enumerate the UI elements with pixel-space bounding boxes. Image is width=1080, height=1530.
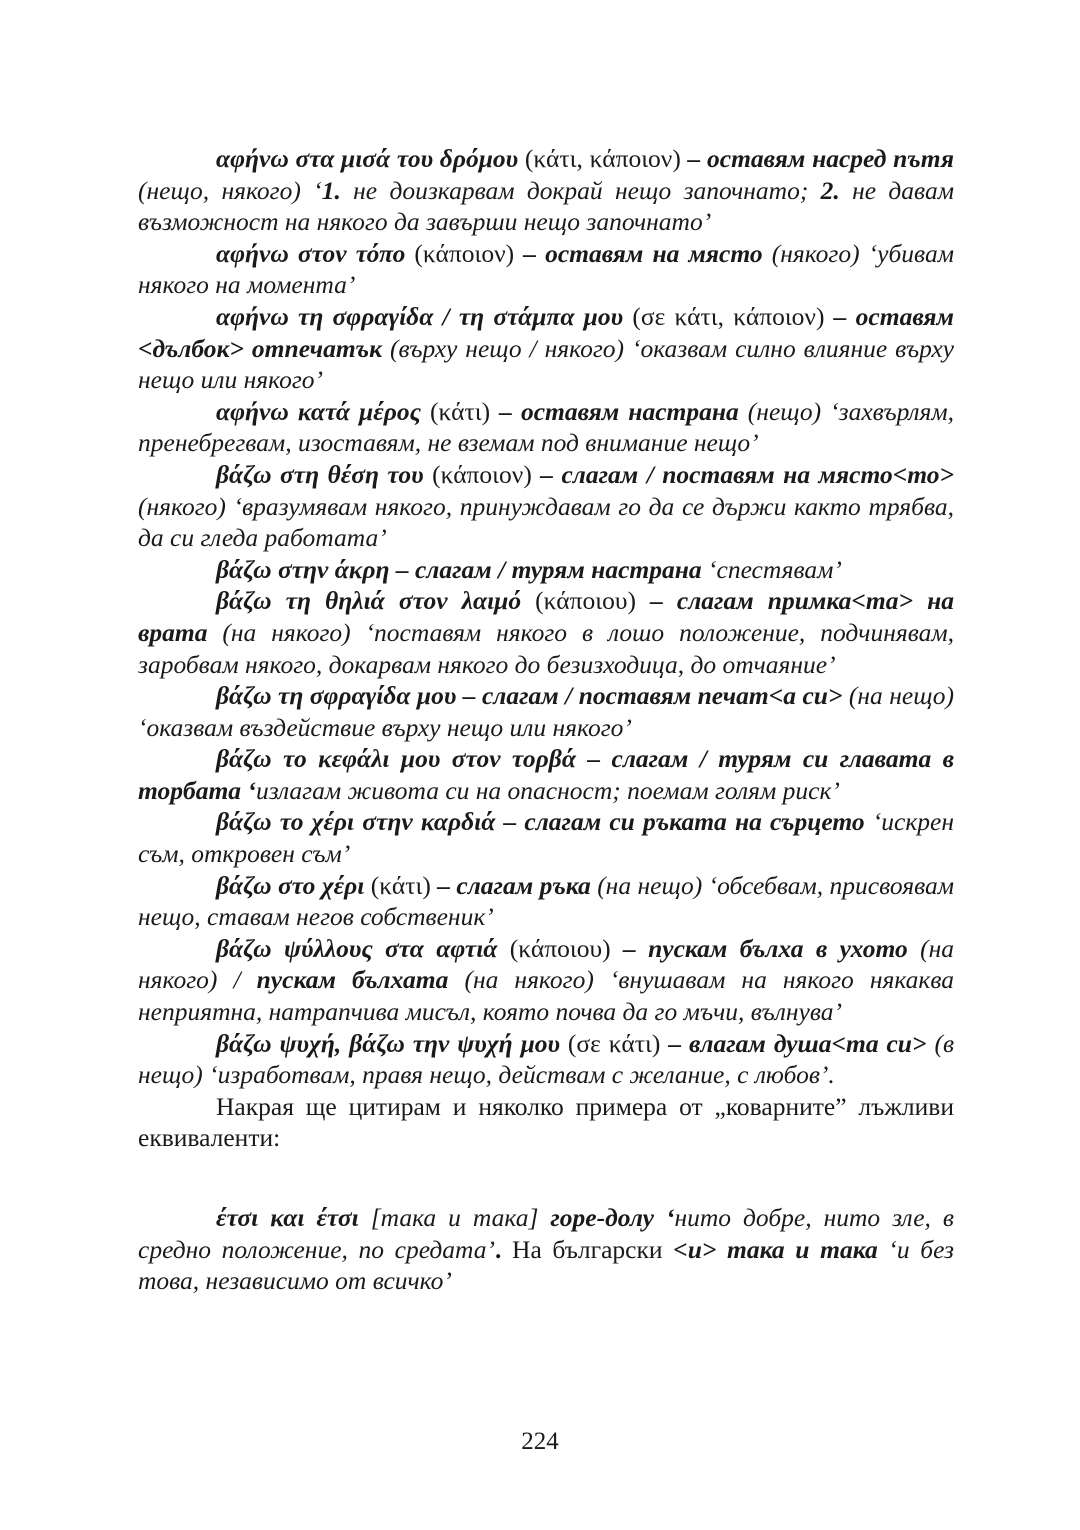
greek-idiom: βάζω το χέρι στην καρδιά — [216, 807, 496, 837]
bulgarian-idiom: влагам душа<та си> — [689, 1028, 927, 1058]
greek-idiom: βάζω στην άκρη — [216, 554, 390, 584]
bulgarian-idiom: слагам си ръката на сърцето — [524, 807, 865, 837]
greek-args: (κάποιον) — [423, 459, 532, 489]
bulgarian-idiom: слагам примка<та> на врата — [138, 586, 954, 647]
gloss: ‘искрен съм, откровен съм’ — [138, 807, 954, 869]
dash: – — [636, 586, 677, 616]
bulgarian-idiom: слагам / поставям на място<то> — [561, 459, 955, 489]
gloss: ‘обсебвам, присвоявам нещо, ставам негов собственик’ — [138, 870, 955, 932]
paragraph-gap — [138, 1154, 954, 1202]
gloss: ‘вразумявам някого, принуждавам го да се държи както трябва, да си гледа работата’ — [138, 491, 954, 553]
dash: – — [389, 554, 415, 584]
dash: – — [680, 144, 708, 173]
page-number: 224 — [521, 1428, 559, 1455]
meaning-number-2: 2. — [820, 175, 840, 205]
greek-idiom: βάζω στη θέση του — [216, 459, 424, 489]
bulgarian-idiom: горе-долу — [550, 1203, 654, 1232]
greek-args: (κάτι) — [420, 396, 491, 426]
entry-afino-sta-misa — [138, 143, 954, 238]
bulgarian-idiom-alt: пускам бълхата — [256, 965, 449, 995]
gloss: ‘захвърлям, пренебрегвам, изоставям, не вземам под внимание нещо’ — [138, 396, 955, 458]
greek-args: (κάτι, κάποιον) — [518, 144, 681, 173]
entry-afino-ston-topo — [138, 238, 954, 301]
greek-idiom: αφήνω στα μισά του δρόμου — [216, 144, 519, 173]
bulgarian-idiom: слагам / поставям печат<а си> — [481, 681, 843, 711]
gloss-quote: ‘ — [653, 1203, 675, 1232]
bulgarian-args: (някого) — [138, 491, 234, 521]
greek-idiom: βάζω ψυχή, βάζω την ψυχή μου — [216, 1028, 560, 1058]
entry-afino-kata-meros — [138, 396, 954, 459]
bulgarian-args: (на нещо) — [590, 870, 709, 900]
gloss-2: не давам възможност на някого да завърши нещо започнато’ — [138, 175, 954, 237]
closing-paragraph: Накрая ще цитирам и няколко примера от „коварните” лъжливи еквиваленти: — [138, 1091, 954, 1153]
greek-idiom: βάζω το κεφάλι μου στον τορβά — [216, 744, 576, 774]
dash: – — [610, 933, 649, 963]
bulgarian-args: (нещо, някого) — [138, 175, 314, 205]
bulgarian-idiom: слагам / турям настрана — [414, 554, 702, 584]
dash: – — [660, 1028, 690, 1058]
greek-args: (σε κάτι) — [560, 1028, 661, 1058]
gloss: ‘оказвам въздействие върху нещо или някого’ — [138, 712, 632, 742]
entry-vazo-ti-sfragida — [138, 680, 954, 743]
entry-vazo-psihi — [138, 1028, 954, 1091]
greek-idiom: βάζω ψύλλους στα αφτιά — [216, 933, 498, 963]
bulgarian-args: (в нещо) — [138, 1028, 955, 1090]
period: . — [495, 1234, 502, 1264]
bulgarian-idiom: слагам ръка — [456, 870, 591, 900]
greek-idiom: βάζω στο χέρι — [216, 870, 365, 900]
meaning-number-1: 1. — [321, 175, 341, 205]
greek-idiom: αφήνω στον τόπο — [216, 238, 406, 268]
gloss: излагам живота си на опасност; поемам голям риск’ — [255, 775, 840, 805]
bulgarian-args: (на нещо) — [842, 681, 954, 711]
dash: – — [824, 301, 856, 331]
dash: – — [575, 744, 612, 774]
dash: – — [490, 396, 521, 426]
greek-args: (κάποιον) — [405, 238, 515, 268]
gloss: ‘убивам някого на момента’ — [138, 238, 954, 300]
gloss: ‘оказвам силно влияние върху нещо или някого’ — [138, 333, 954, 395]
bulgarian-idiom-alt: <и> така и така — [673, 1234, 878, 1264]
bulgarian-args: (на някого) / — [138, 933, 954, 995]
bulgarian-idiom: оставям <дълбок> отпечатък — [138, 301, 954, 363]
greek-idiom: έτσι και έτσι — [216, 1203, 359, 1232]
bulgarian-idiom: пускам бълха в ухото — [648, 933, 908, 963]
entry-vazo-sto-heri — [138, 870, 954, 933]
greek-idiom: βάζω τη θηλιά στον λαιμό — [216, 586, 522, 616]
bulgarian-args — [865, 807, 873, 836]
entry-vazo-to-kefali — [138, 743, 954, 806]
greek-args: (κάτι) — [364, 870, 431, 900]
bulgarian-args: (нещо) — [738, 396, 831, 426]
entry-afino-ti-sfragida — [138, 301, 954, 396]
transliteration: [така и така] — [358, 1203, 551, 1232]
bulgarian-args: (на някого) — [207, 617, 366, 647]
gloss-2: ‘и без това, независимо от всичко’ — [138, 1234, 955, 1296]
bulgarian-idiom: оставям на място — [545, 238, 763, 268]
gloss-quote: ‘ — [247, 775, 256, 805]
gloss: ‘поставям някого в лошо положение, подчинявам, заробвам някого, докарвам някого до безизходица, до отчаяние’ — [138, 617, 954, 679]
dash: – — [495, 807, 525, 837]
bulgarian-idiom: слагам / турям си главата в торбата — [138, 744, 955, 805]
gloss: ‘изработвам, правя нещо, действам с желание, с любов’. — [209, 1060, 835, 1090]
greek-args: (σε κάτι, κάποιον) — [623, 301, 825, 331]
body-text — [138, 143, 954, 1297]
entry-vazo-to-heri-kardia — [138, 806, 954, 869]
entry-vazo-stin-akri — [138, 554, 954, 586]
dash: – — [514, 238, 546, 268]
gloss-1: не доизкарвам докрай нещо започнато; — [340, 175, 821, 205]
dash: – — [456, 681, 482, 711]
bulgarian-args: (върху нещо / някого) — [382, 333, 632, 363]
plain-text: На български — [501, 1234, 674, 1264]
greek-args: (κάποιου) — [497, 933, 611, 963]
bulgarian-idiom: оставям насред пътя — [707, 144, 954, 173]
entry-vazo-psillous — [138, 933, 954, 1028]
dash: – — [430, 870, 457, 900]
entry-vazo-ti-thilia — [138, 585, 954, 680]
dash: – — [531, 459, 562, 489]
entry-vazo-sti-thesi — [138, 459, 954, 554]
gloss-open: ‘ — [313, 175, 322, 205]
greek-idiom: αφήνω κατά μέρος — [216, 396, 421, 426]
bulgarian-args: (някого) — [762, 238, 869, 268]
greek-idiom: αφήνω τη σφραγίδα / τη στάμπα μου — [216, 301, 624, 331]
bulgarian-idiom: оставям настрана — [520, 396, 739, 426]
gloss: ‘спестявам’ — [708, 554, 842, 584]
gloss: ‘внушавам на някого някаква неприятна, натрапчива мисъл, която почва да го мъчи, вълнува’ — [138, 965, 954, 1027]
gloss: нито добре, нито зле, в средно положение, по средата’ — [138, 1203, 954, 1264]
greek-idiom: βάζω τη σφραγίδα μου — [216, 681, 457, 711]
entry-etsi-kai-etsi — [138, 1202, 954, 1297]
greek-args: (κάποιου) — [521, 586, 637, 616]
bulgarian-args-alt: (на някого) — [448, 965, 610, 995]
